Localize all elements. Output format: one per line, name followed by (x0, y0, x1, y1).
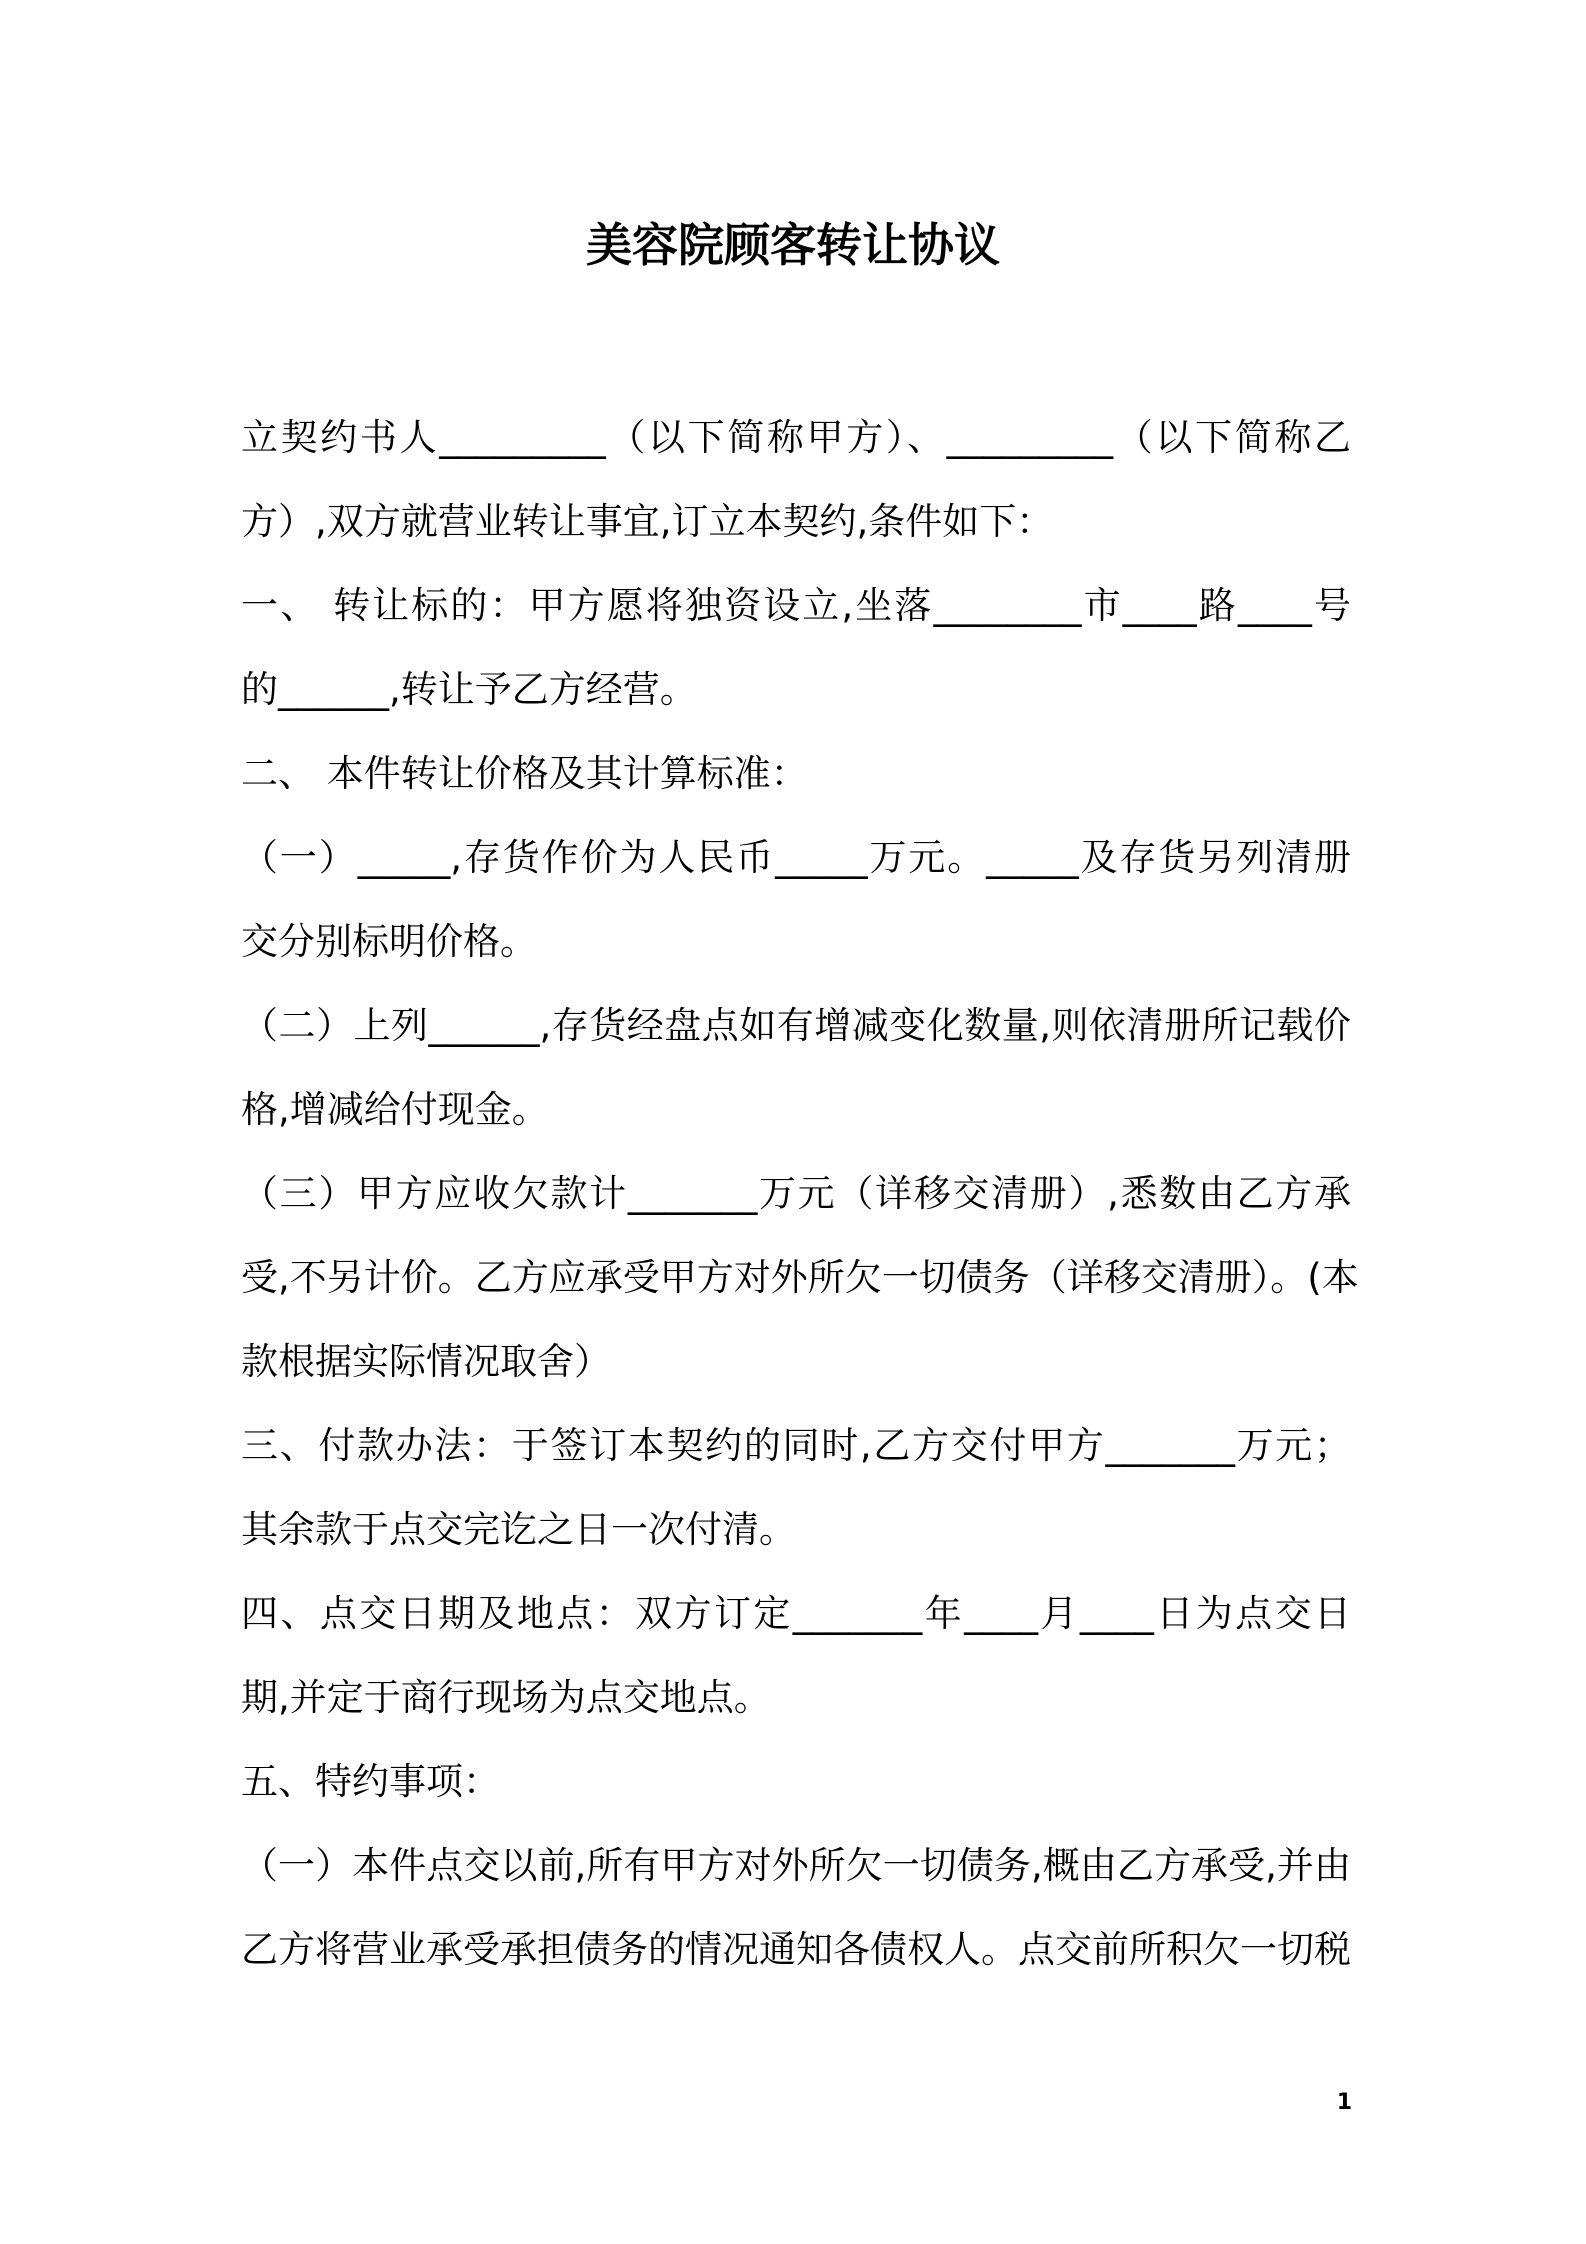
page-number: 1 (1336, 2090, 1352, 2115)
paragraph-line: 交分别标明价格。 (241, 920, 537, 963)
paragraph-line: 四、点交日期及地点：双方订定_______年____月____日为点交日 (241, 1592, 1351, 1635)
page-title: 美容院顾客转让协议 (586, 218, 1000, 272)
paragraph-line: 方）,双方就营业转让事宜,订立本契约,条件如下： (241, 500, 1054, 543)
paragraph-line: 受,不另计价。乙方应承受甲方对外所欠一切债务（详移交清册）。(本 (241, 1256, 1359, 1299)
paragraph-line: 其余款于点交完讫之日一次付清。 (241, 1508, 796, 1551)
paragraph-line: 格,增减给付现金。 (241, 1088, 549, 1131)
paragraph-line: 乙方将营业承受承担债务的情况通知各债权人。点交前所积欠一切税 (241, 1928, 1351, 1971)
paragraph-line: 期,并定于商行现场为点交地点。 (241, 1676, 771, 1719)
paragraph-line: （三）甲方应收欠款计_______万元（详移交清册）,悉数由乙方承 (241, 1172, 1351, 1215)
paragraph-line: 款根据实际情况取舍） (241, 1340, 611, 1383)
paragraph-line: 五、特约事项： (241, 1760, 500, 1803)
paragraph-line: 二、 本件转让价格及其计算标准： (241, 752, 808, 795)
paragraph-line: 一、 转让标的：甲方愿将独资设立,坐落________市____路____号 (241, 584, 1351, 627)
paragraph-line: 三、付款办法：于签订本契约的同时,乙方交付甲方_______万元； (241, 1424, 1351, 1467)
paragraph-line: 的______,转让予乙方经营。 (241, 668, 697, 711)
paragraph-line: 立契约书人_________（以下简称甲方）、_________（以下简称乙 (241, 416, 1351, 459)
paragraph-line: （二）上列______,存货经盘点如有增减变化数量,则依清册所记载价 (241, 1004, 1351, 1047)
paragraph-line: （一）_____,存货作价为人民币_____万元。_____及存货另列清册 (241, 836, 1351, 879)
paragraph-line: （一）本件点交以前,所有甲方对外所欠一切债务,概由乙方承受,并由 (241, 1844, 1351, 1887)
